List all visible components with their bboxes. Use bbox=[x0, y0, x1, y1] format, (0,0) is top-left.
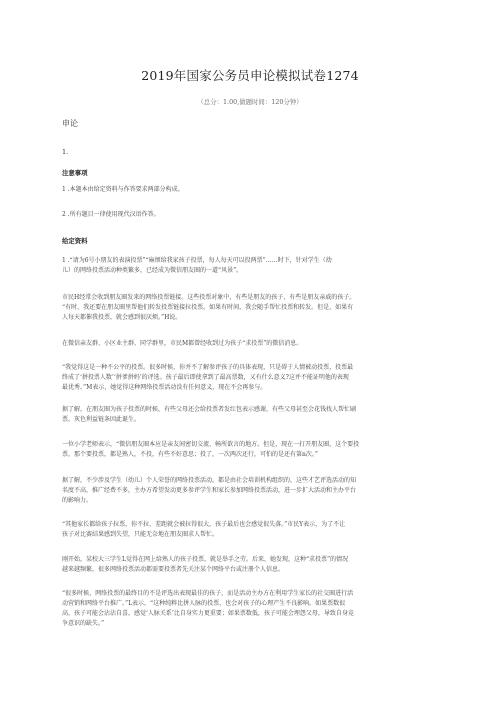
material-paragraph bbox=[62, 589, 443, 629]
paragraph-line: 儿）的网络投票活动种类繁多，已经成为微信朋友圈的一道“风景”。 bbox=[62, 267, 243, 274]
paragraph-line: 的影响力。 bbox=[62, 497, 93, 504]
paragraph-line: “我觉得这是一种不公平的投票。很多时候，你并不了解参评孩子的具体表现，只是碍于人情被动投票，投票最 bbox=[62, 364, 354, 371]
paragraph-line: 据了解，不少涉及学生（幼儿）个人荣誉的网络投票活动，都是由社会培训机构组织的，这些才艺评选活动的知 bbox=[62, 477, 357, 484]
paragraph-line: 动营销和网络平台推广。”L表示，“这种纯粹比拼人脉的投票，也会对孩子的心理产生不良影响。如果票数很 bbox=[62, 600, 346, 607]
paragraph-line: 越来越频繁，很多网络投票活动都需要投票者先关注某个网络平台或注册个人信息。 bbox=[62, 566, 285, 573]
note-item: 1 .本题本由给定资料与作答要求两部分构成。 bbox=[62, 186, 184, 193]
paragraph-line: 终成了‘拼投票人数’‘拼爹拼妈’的评选。孩子最后即使拿到了最高票数，又有什么意义?这并不能证明他的表现 bbox=[62, 374, 349, 381]
material-paragraph bbox=[62, 363, 443, 393]
document-title: 2019年国家公务员申论模拟试卷1274 bbox=[141, 68, 359, 83]
paragraph-line: 争意识的缺失。” bbox=[62, 620, 105, 627]
material-paragraph bbox=[62, 520, 443, 540]
paragraph-line: “有时，我还要在朋友圈里帮他们转发投票链接拉投票。如果有时间，我会随手帮忙投票和转发。但是，如果有 bbox=[62, 304, 354, 311]
section-label: 申论 bbox=[62, 119, 78, 128]
material-paragraph bbox=[62, 476, 443, 506]
paragraph-line: 市民H经常会收到朋友圈发来的网络投票链接。这些投票对象中，有些是朋友的孩子，有些是朋友亲戚的孩子。 bbox=[62, 294, 356, 301]
exam-meta: （总分：1.00,做题时间：120分钟） bbox=[197, 98, 303, 106]
material-paragraph bbox=[62, 256, 443, 276]
material-paragraph bbox=[62, 293, 443, 323]
paragraph-line: 票，那个要投票，都是熟人，不投，有些不好意思；投了，一次两次还行，可怕的是还有第n次。” bbox=[62, 451, 318, 458]
paragraph-line: 一位小学老师表示，“微信朋友圈本应是亲友间密切交流、畅所欲言的地方。但是，现在一打开朋友圈，这个要投 bbox=[62, 441, 360, 448]
paragraph-line: “其他家长都给孩子拉票，你不拉，差距就会被拉得很大，孩子最后也会感觉很失落。”市民Y表示，为了不让 bbox=[62, 521, 346, 528]
paragraph-line: 据了解，在朋友圈为孩子投票的时候，有些父母还会给投票者发红包表示感谢，有些父母甚至会花钱找人帮忙刷 bbox=[62, 406, 357, 413]
paragraph-line: 高，孩子可能会沾沾自喜，感觉‘人脉关系’比自身实力更重要；如果票数低，孩子可能会埋怨父母，导致自身竞 bbox=[62, 610, 354, 617]
paragraph-line: 孩子对比赛结果感到失望，只能无奈地在朋友圈求人帮忙。 bbox=[62, 531, 219, 538]
question-number: 1. bbox=[62, 148, 69, 156]
paragraph-line: 票，灰色利益链条因此诞生。 bbox=[62, 416, 141, 423]
material-paragraph bbox=[62, 440, 443, 460]
note-item: 2 .所有题目一律使用现代汉语作答。 bbox=[62, 211, 160, 218]
paragraph-line: 1 .“请为6号小朋友的表演投票”“麻烦给我家孩子投票，每人每天可以投两票”……时下，针对学生（幼 bbox=[62, 257, 332, 264]
paragraph-line: 在微信亲友群、小区业主群、同学群里，市民M都曾经收到过为孩子“求投票”的微信消息。 bbox=[62, 340, 303, 347]
paragraph-line: 刚开始，某校大三学生L觉得在网上给熟人的孩子投票，就是举手之劳。后来，她发现，这种“求投票”的情况 bbox=[62, 556, 349, 563]
paragraph-line: “很多时候，网络投票的最终目的不是评选出表现最佳的孩子，而是活动主办方在利用学生家长的社交圈进行活 bbox=[62, 590, 354, 597]
materials-heading: 给定资料 bbox=[62, 237, 88, 245]
material-paragraph bbox=[62, 555, 443, 575]
material-paragraph bbox=[62, 339, 443, 349]
paragraph-line: 人每天都催我投票，就会感到很厌烦。”H说。 bbox=[62, 314, 182, 321]
paragraph-line: 名度不高，推广经费不多，主办方希望发动更多参评学生和家长参加网络投票活动，进一步扩大活动和主办平台 bbox=[62, 487, 357, 494]
notes-heading: 注意事项 bbox=[62, 169, 88, 177]
material-paragraph bbox=[62, 405, 443, 425]
paragraph-line: 最优秀。”M表示，她觉得这种网络投票活动没有任何意义，现在不会再参与。 bbox=[62, 384, 267, 391]
